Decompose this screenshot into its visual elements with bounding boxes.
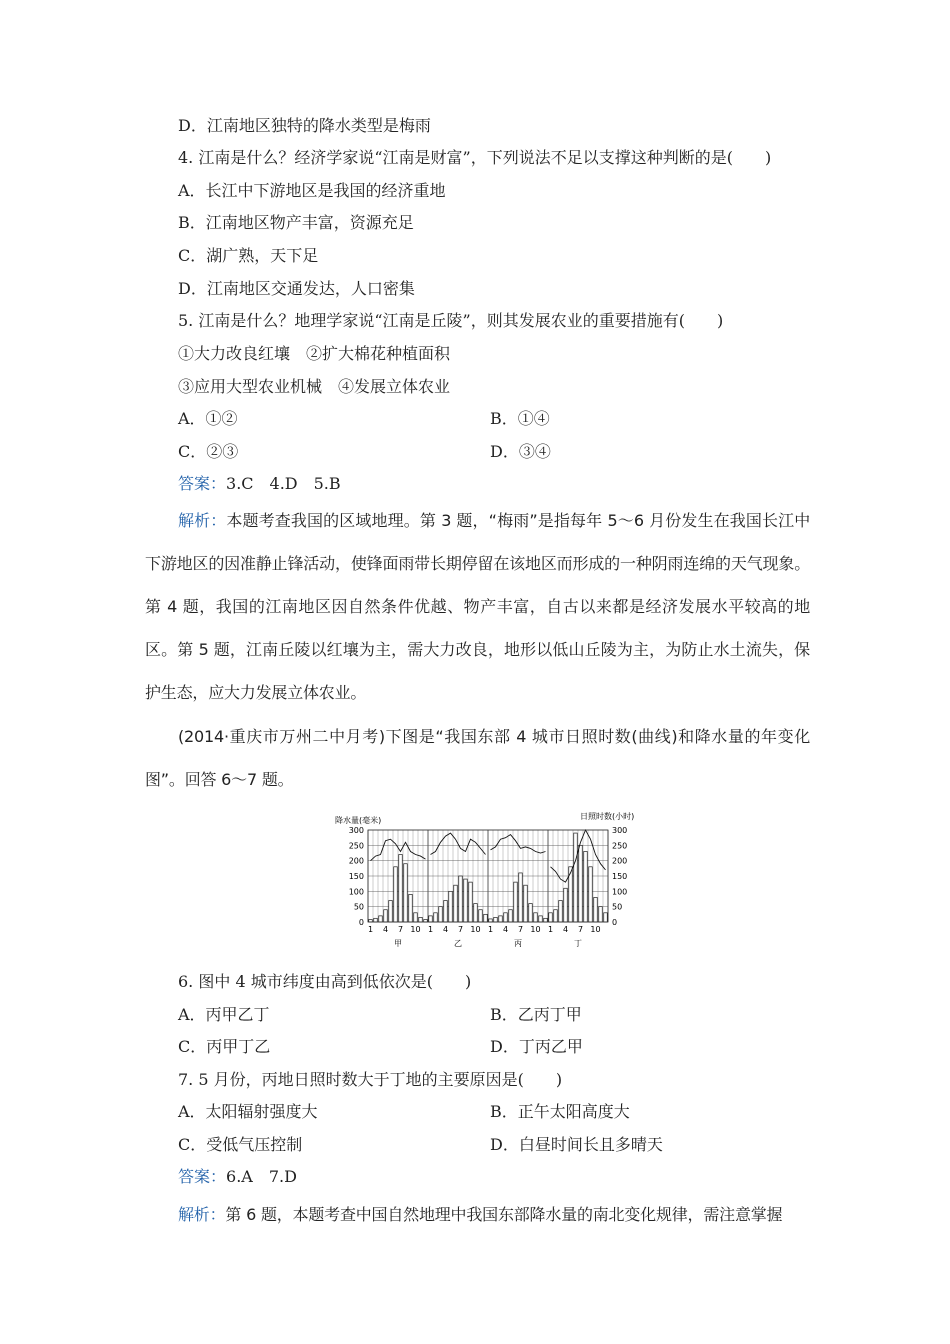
option-d-q3: D．江南地区独特的降水类型是梅雨 [178, 116, 431, 135]
y-tick-label-right: 150 [612, 872, 628, 881]
q5-option-b: B．①④ [490, 409, 550, 428]
question-6: 6. 图中 4 城市纬度由高到低依次是( ) [178, 972, 472, 991]
left-axis-label: 降水量(毫米) [335, 816, 382, 825]
y-tick-label-left: 250 [348, 841, 364, 851]
precip-bar [529, 904, 533, 922]
question-4: 4. 江南是什么？经济学家说“江南是财富”，下列说法不足以支撑这种判断的是( ) [178, 148, 772, 167]
month-tick-label: 10 [530, 925, 541, 934]
precip-bar [459, 876, 463, 922]
q5-statements-2: ③应用大型农业机械 ④发展立体农业 [178, 377, 451, 396]
y-tick-label-left: 100 [348, 887, 364, 897]
answer-2 [178, 1167, 297, 1187]
month-tick-label: 4 [502, 925, 509, 934]
month-tick-label: 7 [397, 925, 404, 934]
month-tick-label: 4 [382, 925, 389, 934]
precip-bar [604, 913, 608, 922]
q6-option-c: C．丙甲丁乙 [178, 1037, 271, 1056]
precip-bar [399, 855, 403, 922]
y-tick-label-right: 100 [612, 887, 628, 897]
precip-bar [579, 845, 583, 922]
analysis-text: 第 6 题，本题考查中国自然地理中我国东部降水量的南北变化规律，需注意掌握 [225, 1205, 783, 1224]
y-tick-label-left: 300 [348, 826, 364, 835]
answer-text: 6.A 7.D [226, 1167, 297, 1186]
y-tick-label-left: 0 [358, 918, 364, 927]
month-tick-label: 10 [470, 925, 481, 934]
precip-bar [499, 916, 503, 922]
panel-label: 乙 [454, 939, 462, 948]
q6-option-a: A．丙甲乙丁 [178, 1005, 270, 1024]
precip-bar [439, 907, 443, 922]
q5-statements-1: ①大力改良红壤 ②扩大棉花种植面积 [178, 344, 451, 363]
precip-bar [444, 901, 448, 922]
precip-bar [384, 910, 388, 922]
precip-bar [519, 873, 523, 922]
precip-bar [419, 917, 423, 922]
month-tick-label: 10 [410, 925, 421, 934]
precip-bar [509, 910, 513, 922]
q4-option-b: B．江南地区物产丰富，资源充足 [178, 213, 414, 232]
precip-bar [574, 833, 578, 922]
month-tick-label: 4 [442, 925, 449, 934]
y-tick-label-left: 50 [353, 902, 364, 912]
month-tick-label: 1 [427, 925, 434, 934]
question-5: 5. 江南是什么？地理学家说“江南是丘陵”，则其发展农业的重要措施有( ) [178, 311, 724, 330]
y-tick-label-right: 200 [612, 856, 628, 866]
analysis-1 [145, 499, 810, 714]
q6-option-b: B．乙丙丁甲 [490, 1005, 582, 1024]
precip-bar [429, 916, 433, 922]
chart-intro: (2014·重庆市万州二中月考)下图是“我国东部 4 城市日照时数(曲线)和降水量的年变化图”。回答 6～7 题。 [145, 727, 810, 789]
panel-label: 丁 [574, 939, 582, 948]
precip-bar [389, 901, 393, 922]
precip-bar [504, 913, 508, 922]
month-tick-label: 4 [562, 925, 569, 934]
precip-bar [379, 916, 383, 922]
precip-bar [374, 918, 378, 922]
analysis-text: 本题考查我国的区域地理。第 3 题，“梅雨”是指每年 5～6 月份发生在我国长江中下游地区的因准静止锋活动，使锋面雨带长期停留在该地区而形成的一种阴雨连绵的天气现象。第 4 题，我国的江南地区因自然条件优越、物产丰富，自古以来都是经济发展水平较高的地区。第 5 题，江南丘陵以红壤为主，需大力改良，地形以低山丘陵为主，为防止水土流失，保护生态，应大力发展立体农业。 [145, 511, 811, 702]
precip-bar [534, 913, 538, 922]
precip-bar [414, 913, 418, 922]
y-tick-label-right: 0 [612, 918, 618, 927]
answer-label: 答案： [178, 1167, 227, 1186]
precip-bar [484, 914, 488, 922]
q5-option-a: A．①② [178, 409, 238, 428]
precip-bar [514, 882, 518, 922]
precip-bar [539, 916, 543, 922]
right-axis-label: 日照时数(小时) [580, 812, 635, 821]
q7-option-d: D．白昼时间长且多晴天 [490, 1135, 663, 1154]
precip-bar [469, 882, 473, 922]
panel-label: 丙 [514, 939, 522, 948]
precip-bar [404, 864, 408, 922]
precip-bar [474, 904, 478, 922]
precip-bar [479, 910, 483, 922]
precip-bar [564, 888, 568, 922]
answer-text: 3.C 4.D 5.B [226, 474, 341, 493]
y-tick-label-right: 50 [612, 902, 623, 912]
q4-option-a: A．长江中下游地区是我国的经济重地 [178, 181, 446, 200]
analysis-label: 解析： [178, 1205, 226, 1224]
precip-bar [589, 867, 593, 922]
precip-bar [549, 913, 553, 922]
precip-bar [434, 913, 438, 922]
sunshine-precipitation-chart [330, 808, 660, 956]
answer-label: 答案： [178, 474, 227, 493]
month-tick-label: 7 [457, 925, 464, 934]
q6-option-d: D．丁丙乙甲 [490, 1037, 583, 1056]
q5-option-d: D．③④ [490, 442, 551, 461]
y-tick-label-left: 150 [348, 872, 364, 881]
q4-option-d: D．江南地区交通发达，人口密集 [178, 279, 415, 298]
q7-option-b: B．正午太阳高度大 [490, 1102, 630, 1121]
precip-bar [489, 919, 493, 922]
precip-bar [409, 894, 413, 922]
month-tick-label: 1 [487, 925, 494, 934]
precip-bar [544, 918, 548, 922]
precip-bar [494, 917, 498, 922]
month-tick-label: 1 [547, 925, 554, 934]
q5-option-c: C．②③ [178, 442, 239, 461]
analysis-2 [145, 1193, 810, 1236]
y-tick-label-left: 200 [348, 856, 364, 866]
month-tick-label: 7 [577, 925, 584, 934]
y-tick-label-right: 300 [612, 826, 628, 835]
q4-option-c: C．湖广熟，天下足 [178, 246, 319, 265]
panel-label: 甲 [394, 939, 402, 948]
question-7: 7. 5 月份，丙地日照时数大于丁地的主要原因是( ) [178, 1070, 563, 1089]
precip-bar [524, 885, 528, 922]
y-tick-label-right: 250 [612, 841, 628, 851]
precip-bar [584, 851, 588, 922]
month-tick-label: 1 [367, 925, 374, 934]
precip-bar [554, 910, 558, 922]
precip-bar [464, 879, 468, 922]
analysis-label: 解析： [178, 511, 227, 530]
precip-bar [594, 897, 598, 922]
month-tick-label: 7 [517, 925, 524, 934]
precip-bar [394, 867, 398, 922]
q7-option-a: A．太阳辐射强度大 [178, 1102, 318, 1121]
precip-bar [599, 907, 603, 922]
month-tick-label: 10 [590, 925, 601, 934]
answer-1 [178, 474, 341, 494]
q7-option-c: C．受低气压控制 [178, 1135, 303, 1154]
precip-bar [559, 901, 563, 922]
precip-bar [449, 891, 453, 922]
precip-bar [454, 885, 458, 922]
